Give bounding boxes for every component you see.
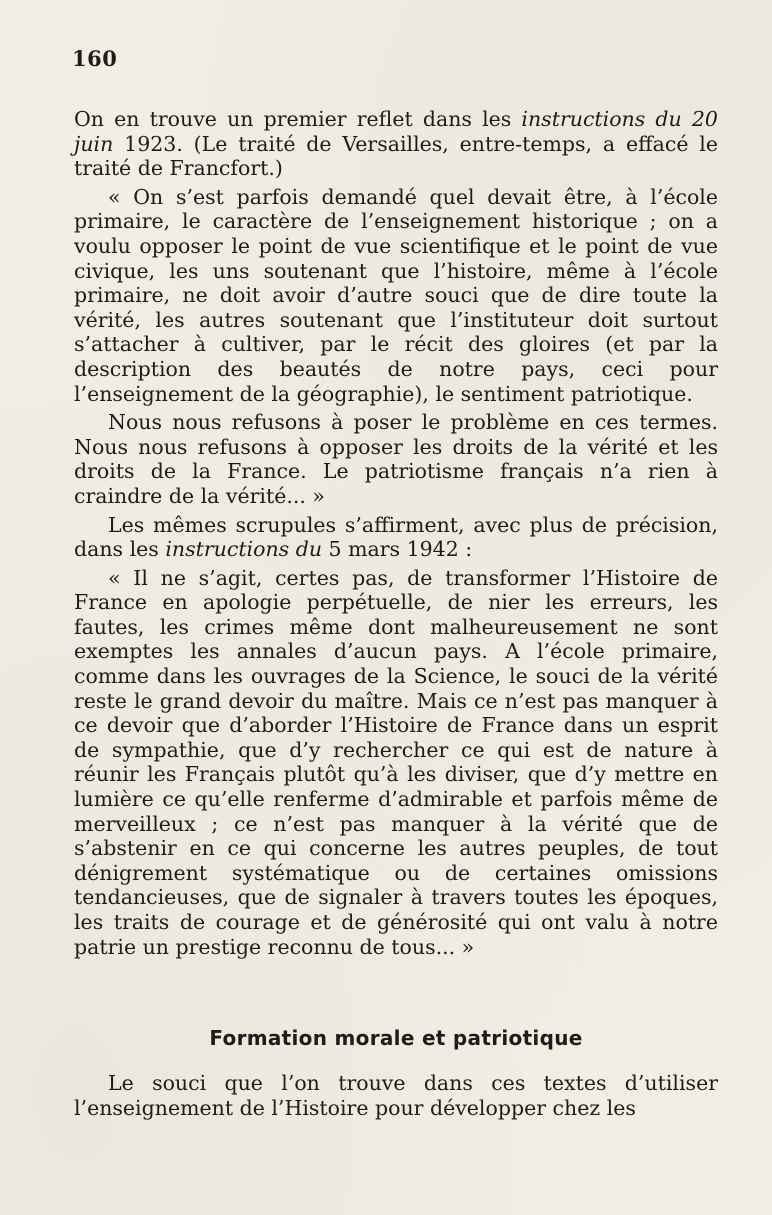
paragraph-3: Nous nous refusons à poser le problème en ces termes. Nous nous refusons à opposer les droits de la vérité et les droits de la France. Le patriotisme français n’a rien à craindre de la vérité... » — [74, 410, 718, 508]
main-text — [74, 107, 718, 959]
paragraph-4 — [74, 513, 718, 562]
paragraph-2: « On s’est parfois demandé quel devait être, à l’école primaire, le caractère de l’enseignement historique ; on a voulu opposer le point de vue scientifique et le point de vue civique, les uns soutenant que l’histoire, même à l’école primaire, ne doit avoir d’autre souci que de dire toute la vérité, les autres soutenant que l’instituteur doit surtout s’attacher à cultiver, par le récit des gloires (et par la description des beautés de notre pays, ceci pour l’enseignement de la géographie), le sentiment patriotique. — [74, 184, 718, 406]
paragraph-final: Le souci que l’on trouve dans ces textes d’utiliser l’enseignement de l’Histoire pour développer chez les — [74, 1071, 718, 1120]
paragraph-1-text-after: 1923. (Le traité de Versailles, entre-temps, a effacé le traité de Francfort.) — [74, 131, 718, 181]
paragraph-1-text-before: On en trouve un premier reflet dans les — [74, 107, 522, 131]
paragraph-4-italic: instructions du — [165, 537, 323, 562]
final-text — [74, 1071, 718, 1120]
paragraph-1 — [74, 107, 718, 181]
paragraph-4-text-after: 5 mars 1942 : — [322, 537, 473, 562]
paragraph-5: « Il ne s’agit, certes pas, de transformer l’Histoire de France en apologie perpétuelle, de nier les erreurs, les fautes, les crimes même dont malheureusement ne sont exemptes les annales d’aucun pays. A l’école primaire, comme dans les ouvrages de la Science, le souci de la vérité reste le grand devoir du maître. Mais ce n’est pas manquer à ce devoir que d’aborder l’Histoire de France dans un esprit de sympathie, que d’y rechercher ce qui est de nature à réunir les Français plutôt qu’à les diviser, que d’y mettre en lumière ce qu’elle renferme d’admirable et parfois même de merveilleux ; ce n’est pas manquer à la vérité que de s’abstenir en ce qui concerne les autres peuples, de tout dénigrement systématique ou de certaines omissions tendancieuses, que de signaler à travers toutes les époques, les traits de courage et de générosité qui ont valu à notre patrie un prestige reconnu de tous... » — [74, 565, 718, 959]
page-number: 160 — [72, 46, 118, 71]
paragraph-1-italic: instructions du 20 juin — [74, 107, 718, 156]
section-heading: Formation morale et patriotique — [209, 1026, 583, 1050]
paragraph-4-text-before: Les mêmes scrupules s’affirment, avec plus de précision, dans les — [74, 512, 718, 562]
